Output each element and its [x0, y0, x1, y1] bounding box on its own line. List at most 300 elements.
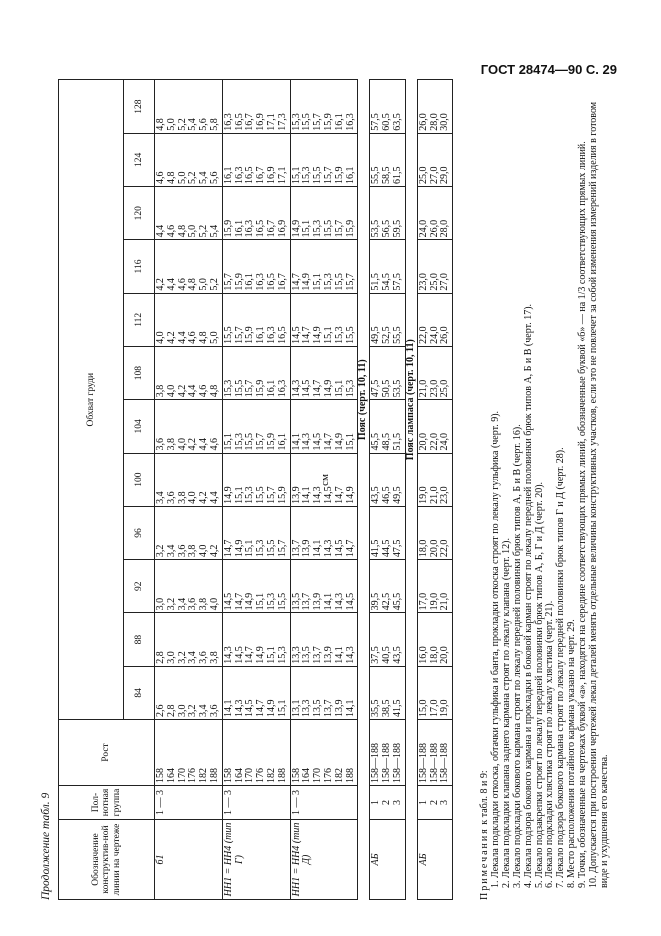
cell-value: 5,0 [208, 331, 220, 344]
cell-value: 15,1 [312, 273, 324, 291]
cell-value: 13,5 [312, 699, 324, 717]
cell-value: 16,5 [233, 113, 245, 131]
group-cell: 1 — 3 [290, 786, 358, 820]
cell-value: 25,0 [428, 273, 440, 291]
cell-value: 15,7 [276, 539, 288, 558]
cell-value: 15,1 [322, 326, 334, 344]
cell-value: 16,9 [265, 166, 277, 185]
cell-value: 5,2 [198, 224, 210, 238]
cell-value: 27,0 [439, 273, 451, 291]
cell-value: 3,6 [198, 651, 210, 664]
cell-value: 16,7 [276, 273, 288, 291]
section-lampas [405, 80, 417, 900]
cell-value: 49,5 [391, 486, 403, 504]
note-item: 9. Точки, обозначенные на чертежах буквой «а», находятся на середине соответствующих прямых линий, обозначенные буквой «б» — на 1/3 соответствующих прямых линий. [577, 141, 589, 888]
cell-value: 158—188 [439, 743, 451, 783]
section-lampas-title: Пояс лампаса (черт. 10, 11) [405, 80, 417, 720]
cell-value: 20,0 [417, 433, 429, 451]
designation-header: Обозначение конструктив-ной линии на чертеже [59, 820, 155, 900]
cell-value: 49,5 [370, 326, 382, 344]
cell-value: 4,0 [208, 597, 220, 611]
value-cell [370, 346, 405, 399]
cell-value: 158—188 [381, 743, 393, 783]
cell-value: 63,5 [391, 113, 403, 131]
cell-value: 4,2 [176, 384, 188, 398]
cell-value: 22,0 [417, 326, 429, 344]
cell-value: 4,6 [187, 331, 199, 344]
cell-value: 15,5 [301, 113, 313, 131]
cell-value: 13,9 [322, 646, 334, 664]
cell-value: 46,5 [381, 486, 393, 504]
cell-value: 24,0 [439, 433, 451, 451]
cell-value: 4,4 [208, 491, 220, 504]
cell-value: 158 [290, 768, 302, 783]
cell-value: 15,3 [255, 539, 267, 558]
value-cell [417, 346, 452, 399]
value-cell [290, 613, 358, 666]
cell-value: 16,3 [222, 113, 234, 131]
cell-value: 14,3 [290, 379, 302, 398]
cell-value: 15,5 [265, 539, 277, 558]
cell-value: 20,0 [439, 646, 451, 664]
cell-value: 15,1 [301, 219, 313, 238]
cell-value: 45,5 [391, 592, 403, 611]
value-cell [290, 293, 358, 346]
cell-value: 3,2 [176, 651, 188, 664]
cell-value: 15,3 [322, 273, 334, 291]
cell-value: 14,1 [344, 699, 356, 717]
value-cell [417, 133, 452, 186]
cell-value: 43,5 [391, 646, 403, 664]
value-cell [370, 293, 405, 346]
value-cell [370, 133, 405, 186]
cell-value: 2,6 [155, 704, 166, 717]
cell-value: 182 [265, 768, 277, 783]
value-cell [417, 80, 452, 133]
note-item: 7. Лекало подзора бокового кармана строят по лекалу передней половинки брюк типов Г и Д (черт. 28). [555, 447, 567, 888]
cell-value: 3,6 [208, 704, 220, 717]
value-cell [417, 400, 452, 453]
cell-value: 17,1 [265, 113, 277, 131]
cell-value: 16,0 [417, 646, 429, 664]
value-cell [290, 453, 358, 506]
group-cell: 1 — 3 [222, 786, 290, 820]
cell-value: 3,0 [165, 651, 177, 664]
cell-value: 14,1 [322, 592, 334, 611]
cell-value: 15,3 [301, 166, 313, 185]
cell-value: 5,8 [208, 118, 220, 131]
cell-value: 182 [333, 768, 345, 783]
cell-value: 15,9 [276, 486, 288, 504]
girth-header-96: 96 [124, 506, 155, 559]
value-cell [155, 346, 223, 399]
cell-value: 4,0 [155, 331, 166, 344]
cell-value: 14,1 [312, 539, 324, 558]
cell-value: 15,3 [290, 113, 302, 131]
cell-value: 14,9 [301, 273, 313, 291]
cell-value: 14,7 [322, 433, 334, 451]
cell-value: 28,0 [428, 113, 440, 131]
notes [480, 80, 611, 900]
cell-value: 14,3 [233, 699, 245, 717]
cell-value: 15,3 [276, 646, 288, 664]
cell-value: 4,0 [165, 384, 177, 398]
height-cell [222, 720, 290, 786]
cell-value: 15,5 [222, 326, 234, 344]
cell-value: 16,5 [255, 219, 267, 238]
table-row [155, 80, 223, 900]
cell-value: 15,3 [233, 433, 245, 451]
cell-value: 3 [391, 800, 403, 805]
cell-value: 15,7 [233, 326, 245, 344]
cell-value: 4,2 [208, 544, 220, 558]
rotated-content [40, 80, 630, 900]
cell-value: 50,5 [381, 379, 393, 398]
cell-value: 15,7 [244, 379, 256, 398]
cell-value: 3,4 [187, 651, 199, 664]
cell-value: 14,5 [322, 486, 334, 504]
cell-value: 176 [322, 768, 334, 783]
cell-value: 15,7 [265, 486, 277, 504]
continuation-label: Продолжение табл. 9 [40, 792, 52, 900]
value-cell [155, 80, 223, 133]
cell-value: 4,8 [176, 224, 188, 238]
cell-value: 51,5 [370, 273, 382, 291]
cell-value: 188 [208, 768, 220, 783]
cell-value: 14,9 [244, 592, 256, 611]
cell-value: 17,3 [276, 113, 288, 131]
cell-value: 16,5 [265, 273, 277, 291]
cell-value: 4,0 [176, 438, 188, 451]
cell-value: 14,9 [233, 539, 245, 558]
cell-value: 2 [428, 800, 440, 805]
cell-value: 44,5 [381, 539, 393, 558]
cell-value: 14,5 [333, 539, 345, 558]
value-cell [417, 506, 452, 559]
value-cell [370, 506, 405, 559]
cell-value: 13,9 [301, 539, 313, 558]
value-cell [155, 613, 223, 666]
cell-value: 21,0 [439, 592, 451, 611]
cell-value: 16,7 [244, 113, 256, 131]
cell-value: 56,5 [381, 219, 393, 238]
value-cell [155, 506, 223, 559]
cell-value: 14,9 [344, 486, 356, 504]
cell-value: 16,1 [233, 219, 245, 238]
cell-value: 2,8 [165, 704, 177, 717]
cell-value: 35,5 [370, 699, 382, 717]
cell-value: 158 [222, 768, 234, 783]
cell-value: 4,6 [176, 278, 188, 291]
cell-value: 4,4 [176, 331, 188, 344]
cell-value: 15,7 [333, 219, 345, 238]
cell-value: 164 [301, 768, 313, 783]
value-cell [370, 613, 405, 666]
cell-value: 15,9 [244, 326, 256, 344]
cell-value: 15,3 [333, 326, 345, 344]
value-cell [155, 453, 223, 506]
cell-value: 3,2 [165, 597, 177, 611]
cell-value: 15,9 [333, 166, 345, 185]
cell-value: 16,3 [255, 273, 267, 291]
notes-title-text: Примечания [479, 827, 490, 900]
cell-value: 3,0 [176, 704, 188, 717]
cell-value: 17,1 [276, 166, 288, 185]
cell-value: 16,1 [255, 326, 267, 344]
cell-value: 3,8 [187, 544, 199, 558]
cell-value: 14,1 [290, 433, 302, 451]
cell-value: 14,7 [312, 379, 324, 398]
cell-value: 47,5 [391, 539, 403, 558]
value-cell [370, 187, 405, 240]
table-body [155, 80, 453, 900]
value-cell [370, 666, 405, 719]
cell-value: 13,3 [301, 699, 313, 717]
cell-value: 15,5 [333, 273, 345, 291]
cell-value: 1 [370, 800, 382, 805]
cell-value: 3,8 [176, 491, 188, 504]
cell-value: 15,3 [244, 486, 256, 504]
cell-value: 40,5 [381, 646, 393, 664]
value-cell [370, 453, 405, 506]
cell-value: 14,5 [290, 326, 302, 344]
note-item: 6. Лекало подкладки хлястика строят по лекалу хлястика (черт. 21). [544, 600, 556, 888]
note-item: 5. Лекало подзакрепки строят по лекалу передней половинки брюк типов А, Б, Г и Д (черт. 20). [533, 481, 545, 888]
value-cell [222, 613, 290, 666]
cell-value: 13,9 [333, 699, 345, 717]
note-item: 4. Лекала подзора бокового кармана и прокладки в боковой карман строят по лекалу передней половинки брюк типов А, Б и В (черт. 17). [522, 303, 534, 888]
designation-cell: б1 [155, 820, 223, 900]
designation-cell: НН1 = НН4 (тип Д) [290, 820, 358, 900]
cell-value: 5,0 [198, 278, 210, 291]
girth-header-88: 88 [124, 613, 155, 666]
cell-value: 14,7 [255, 699, 267, 717]
cell-value: 3,4 [165, 544, 177, 558]
cell-value: 14,9 [322, 379, 334, 398]
cell-value: 58,5 [381, 166, 393, 185]
cell-value: 158—188 [370, 743, 382, 783]
cell-value: 16,1 [244, 273, 256, 291]
cell-value: 15,7 [222, 273, 234, 291]
cell-value: 13,7 [312, 646, 324, 664]
cell-value: 53,5 [370, 219, 382, 238]
cell-value: 16,1 [333, 113, 345, 131]
cell-value: 164 [233, 768, 245, 783]
girth-header-104: 104 [124, 400, 155, 453]
cell-value: 3,6 [176, 544, 188, 558]
cell-value: 5,6 [208, 171, 220, 185]
value-cell [290, 240, 358, 293]
cell-value: 4,0 [187, 491, 199, 504]
value-cell [222, 133, 290, 186]
value-cell [370, 80, 405, 133]
cell-value: 18,0 [417, 539, 429, 558]
table-row [370, 80, 405, 900]
table-row [290, 80, 358, 900]
cell-value: 5,0 [165, 118, 177, 131]
cell-value: 23,0 [439, 486, 451, 504]
cell-value: 16,1 [344, 166, 356, 185]
note-item: 2. Лекала подкладки клапана заднего кармана строят по лекалу клапана (черт. 12). [500, 538, 512, 888]
cell-value: 3,4 [155, 491, 166, 504]
cell-value: 16,7 [265, 219, 277, 238]
cell-value: 21,0 [417, 379, 429, 398]
value-cell [155, 133, 223, 186]
cell-value: 188 [344, 768, 356, 783]
value-cell [222, 400, 290, 453]
cell-value: 5,4 [187, 118, 199, 131]
cell-value: 42,5 [381, 592, 393, 611]
cell-value: 27,0 [428, 166, 440, 185]
cell-value: 15,1 [255, 592, 267, 611]
cell-value: 29,0 [439, 166, 451, 185]
cell-value: 14,3 [322, 539, 334, 558]
cell-value: 25,0 [417, 166, 429, 185]
cell-value: 15,5 [276, 592, 288, 611]
girth-header-108: 108 [124, 346, 155, 399]
height-cell [417, 720, 452, 786]
value-cell [222, 666, 290, 719]
cell-value: 55,5 [391, 326, 403, 344]
cell-value: 13,7 [290, 539, 302, 558]
cell-value: 15,5 [244, 433, 256, 451]
cell-value: 13,3 [290, 646, 302, 664]
cell-value: 41,5 [370, 539, 382, 558]
cell-value: 28,0 [439, 219, 451, 238]
cell-value: 16,1 [222, 166, 234, 185]
section-poyas [358, 80, 370, 900]
height-cell [290, 720, 358, 786]
cell-value: 14,7 [333, 486, 345, 504]
cell-value: 4,2 [198, 491, 210, 504]
cell-value: 176 [255, 768, 267, 783]
cell-value: 16,3 [344, 113, 356, 131]
note-item: 8. Место расположения потайного кармана указано на черт. 29. [566, 619, 578, 888]
section-poyas-title: Пояс (черт. 10, 11) [358, 80, 370, 720]
cell-value: 14,3 [344, 646, 356, 664]
value-cell [417, 613, 452, 666]
designation-cell: АБ [370, 820, 405, 900]
cell-value: 15,1 [344, 433, 356, 451]
cell-value: 14,3 [312, 486, 324, 504]
cell-value: 15,9 [265, 433, 277, 451]
cell-value: 24,0 [417, 219, 429, 238]
cell-value: 15,1 [265, 646, 277, 664]
cell-value: 13,5 [301, 646, 313, 664]
cell-value: 15,9 [222, 219, 234, 238]
notes-list [491, 80, 611, 900]
girth-header-112: 112 [124, 293, 155, 346]
cell-value: 41,5 [391, 699, 403, 717]
cell-value: 16,3 [276, 379, 288, 398]
cell-value: 13,9 [312, 592, 324, 611]
cell-value: 2,8 [155, 651, 166, 664]
value-cell [290, 80, 358, 133]
cell-value: 2 [381, 800, 393, 805]
cell-value: 14,7 [233, 592, 245, 611]
cell-value: 15,5 [344, 326, 356, 344]
cell-value: 164 [165, 768, 177, 783]
cell-value: 14,5 [244, 699, 256, 717]
cell-value: 4,4 [155, 224, 166, 238]
height-header: Рост [59, 720, 155, 786]
cell-value: 54,5 [381, 273, 393, 291]
cell-value: 158—188 [417, 743, 429, 783]
cell-value: 3,0 [155, 597, 166, 611]
cell-value: 15,9 [344, 219, 356, 238]
cell-value: 5,0 [187, 224, 199, 238]
cell-value: 4,4 [165, 278, 177, 291]
cell-value: 170 [244, 768, 256, 783]
cell-value: 37,5 [370, 646, 382, 664]
cell-value: 13,9 [290, 486, 302, 504]
cell-value: 15,1 [233, 486, 245, 504]
cell-value: 15,5 [312, 166, 324, 185]
value-cell [417, 560, 452, 613]
value-cell [155, 293, 223, 346]
cell-value: 5,4 [198, 171, 210, 185]
girth-header-128: 128 [124, 80, 155, 133]
cell-value: 15,1 [290, 166, 302, 185]
cell-value: 3,6 [155, 438, 166, 451]
cell-value: 5,2 [176, 118, 188, 131]
cell-value: 47,5 [370, 379, 382, 398]
cell-value: 4,6 [198, 384, 210, 398]
cell-value: 55,5 [370, 166, 382, 185]
data-table [58, 79, 453, 900]
value-cell [222, 80, 290, 133]
cell-value: 14,9 [222, 486, 234, 504]
cell-value: 14,3 [301, 433, 313, 451]
value-cell [417, 240, 452, 293]
cell-value: 14,9 [312, 326, 324, 344]
cell-value: 14,5 [312, 433, 324, 451]
cell-value: 38,5 [381, 699, 393, 717]
cell-value: 5,2 [208, 278, 220, 291]
cell-value: 24,0 [428, 326, 440, 344]
cell-value: 17,0 [428, 699, 440, 717]
cell-value: 14,9 [333, 433, 345, 451]
cell-value: 158—188 [391, 743, 403, 783]
cell-value: 14,3 [333, 592, 345, 611]
cell-value: 176 [187, 768, 199, 783]
cell-value: 4,0 [198, 544, 210, 558]
cell-value: 13,7 [322, 699, 334, 717]
note-item: 10. Допускается при построении чертежей лекал деталей менять отдельные величины конструктивных участков, если это не повлечет за собой изменения измерений изделия в готовом виде и ухудшения его качества. [588, 101, 610, 888]
value-cell [290, 400, 358, 453]
cell-value: 14,7 [244, 646, 256, 664]
girth-header-84: 84 [124, 666, 155, 719]
value-cell [290, 187, 358, 240]
cell-value: 60,5 [381, 113, 393, 131]
notes-title-suffix: к табл. 8 и 9: [479, 770, 490, 828]
girth-header-124: 124 [124, 133, 155, 186]
cell-value: 23,0 [428, 379, 440, 398]
cell-value: 4,2 [165, 331, 177, 344]
cell-value: 16,9 [255, 113, 267, 131]
cell-value: 15,5 [322, 219, 334, 238]
cell-value: 14,7 [344, 539, 356, 558]
cell-value: 3,6 [165, 491, 177, 504]
cell-value: 14,5 [222, 592, 234, 611]
cell-value: 3,4 [176, 597, 188, 611]
cell-value: 3,8 [208, 651, 220, 664]
cell-value: 5,0 [176, 171, 188, 185]
cell-value: 13,5 [290, 592, 302, 611]
cell-value: 26,0 [439, 326, 451, 344]
cell-value: 52,5 [381, 326, 393, 344]
cell-value: 14,5 [344, 592, 356, 611]
